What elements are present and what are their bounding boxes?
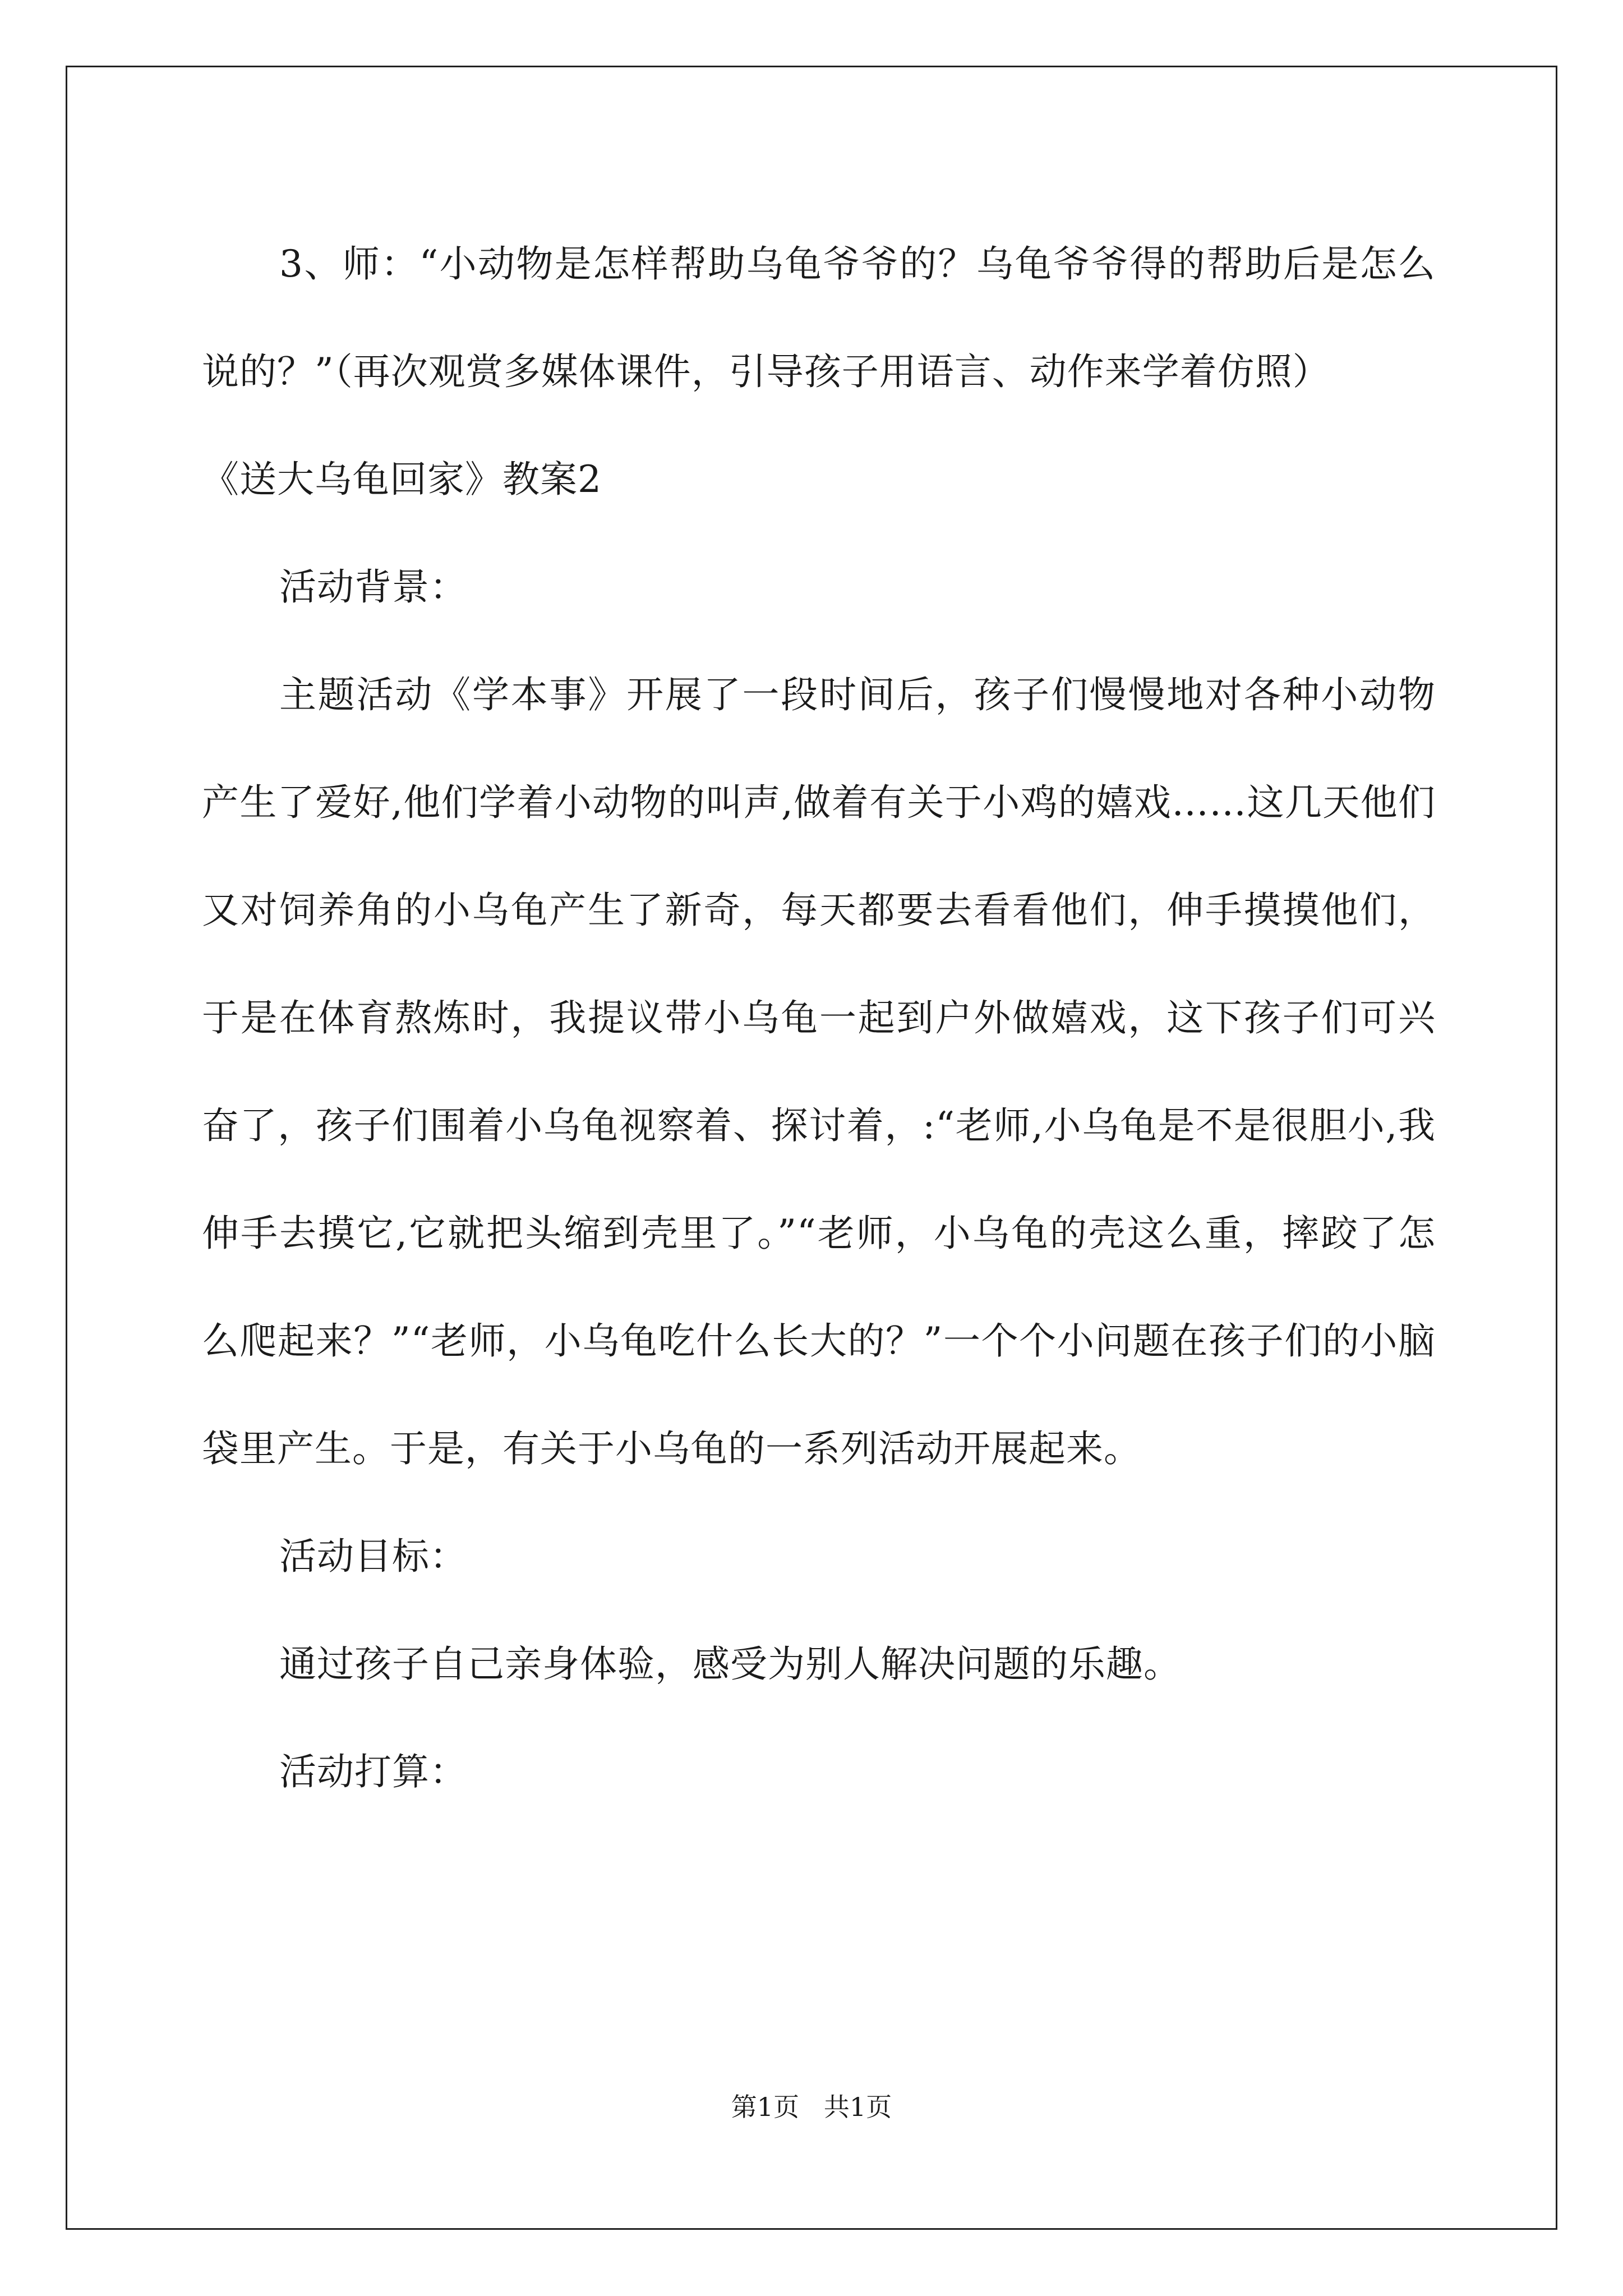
paragraph-background: 主题活动《学本事》开展了一段时间后，孩子们慢慢地对各种小动物产生了爱好,他们学着小动物的叫声,做着有关于小鸡的嬉戏……这几天他们又对饲养角的小乌龟产生了新奇，每天都要去看看他们，伸手摸摸他们，于是在体育熬炼时，我提议带小乌龟一起到户外做嬉戏，这下孩子们可兴奋了，孩子们围着小乌龟视察着、探讨着，:“老师,小乌龟是不是很胆小,我伸手去摸它,它就把头缩到壳里了。”“老师，小乌龟的壳这么重，摔跤了怎么爬起来？”“老师，小乌龟吃什么长大的？”一个个小问题在孩子们的小脑袋里产生。于是，有关于小乌龟的一系列活动开展起来。 bbox=[202, 673, 1436, 1470]
page-footer: 第1页 共1页 bbox=[731, 2092, 892, 2122]
section-heading-preparation: 活动打算： bbox=[279, 1750, 467, 1793]
section-heading-goals: 活动目标： bbox=[279, 1535, 467, 1578]
paragraph-teacher-question: 3、师：“小动物是怎样帮助乌龟爷爷的？乌龟爷爷得的帮助后是怎么说的？”（再次观赏多媒体课件，引导孩子用语言、动作来学着仿照） bbox=[202, 242, 1436, 393]
document-body bbox=[202, 210, 1436, 1826]
section-heading-background: 活动背景： bbox=[279, 565, 467, 609]
paragraph-goals: 通过孩子自己亲身体验，感受为别人解决问题的乐趣。 bbox=[279, 1642, 1181, 1686]
lesson-plan-title: 《送大乌龟回家》教案2 bbox=[202, 458, 602, 501]
